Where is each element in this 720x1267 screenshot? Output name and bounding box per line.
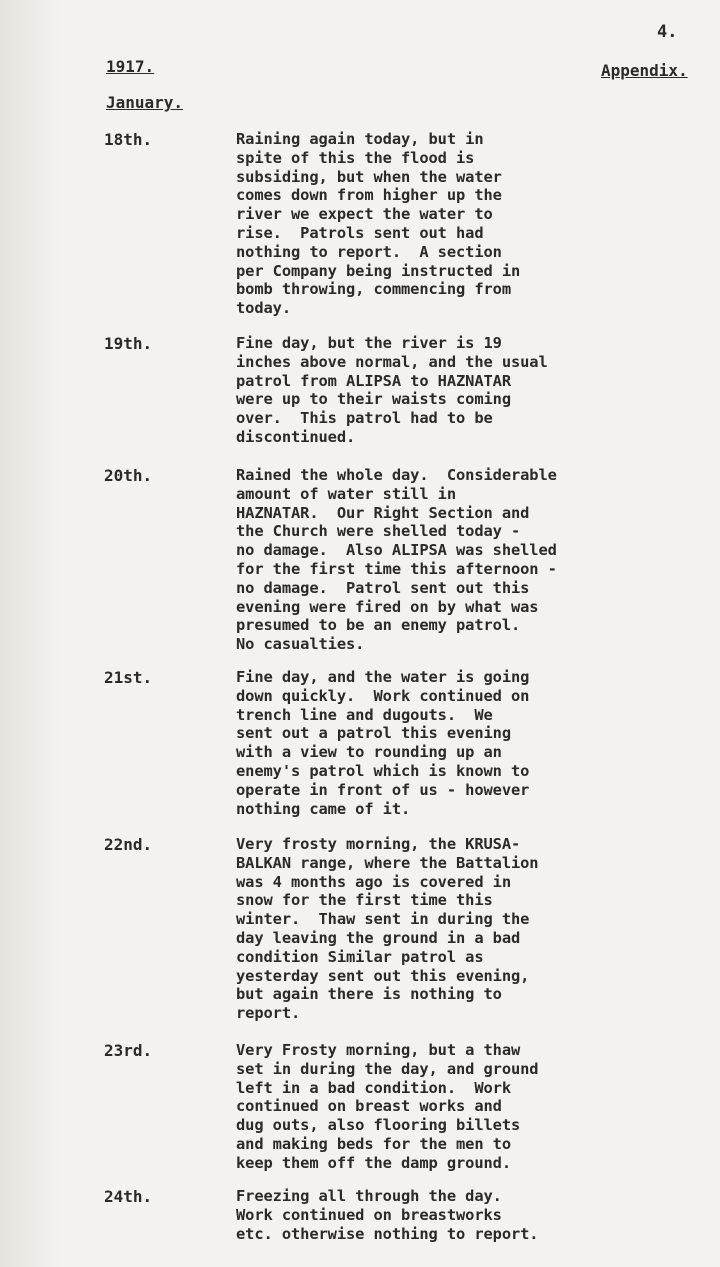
entry-text-line: evening were fired on by what was: [236, 597, 539, 616]
entry-date: 19th.: [104, 334, 153, 353]
entry-text-line: yesterday sent out this evening,: [236, 966, 530, 985]
entry-date: 18th.: [104, 130, 153, 149]
entry-text-line: spite of this the flood is: [236, 148, 475, 167]
entry-text-line: Fine day, but the river is 19: [236, 334, 502, 352]
entry-text-line: left in a bad condition. Work: [236, 1078, 511, 1097]
entry-text-line: nothing came of it.: [236, 799, 411, 818]
entry-text-line: no damage. Also ALIPSA was shelled: [236, 541, 557, 560]
entry-text-line: winter. Thaw sent in during the: [236, 910, 530, 929]
appendix-heading: Appendix.: [601, 61, 688, 80]
entry-text-line: Fine day, and the water is going: [236, 668, 530, 686]
page-edge-shadow: [0, 0, 60, 1267]
entry-text-line: per Company being instructed in: [236, 261, 521, 280]
entry-text-line: sent out a patrol this evening: [236, 724, 511, 743]
entry-text: [236, 130, 706, 318]
entry-text-line: rise. Patrols sent out had: [236, 223, 484, 242]
entry-text-line: was 4 months ago is covered in: [236, 872, 511, 891]
entry-text-line: comes down from higher up the: [236, 186, 502, 205]
entry-text-line: set in during the day, and ground: [236, 1059, 539, 1078]
entry-text-line: trench line and dugouts. We: [236, 705, 493, 724]
entry-text: [236, 835, 706, 1023]
entry-text-line: bomb throwing, commencing from: [236, 280, 511, 299]
entry-text-line: with a view to rounding up an: [236, 743, 502, 762]
entry-text-line: no damage. Patrol sent out this: [236, 578, 530, 597]
entry-date: 24th.: [104, 1187, 153, 1206]
entry-text-line: keep them off the damp ground.: [236, 1153, 511, 1172]
entry-text-line: down quickly. Work continued on: [236, 686, 530, 705]
entry-date: 23rd.: [104, 1041, 153, 1060]
entry-text-line: day leaving the ground in a bad: [236, 928, 521, 947]
entry-text-line: and making beds for the men to: [236, 1134, 511, 1153]
entry-text-line: today.: [236, 299, 291, 318]
entry-date: 21st.: [104, 668, 153, 687]
entry-text-line: river we expect the water to: [236, 205, 493, 224]
entry-text-line: Very Frosty morning, but a thaw: [236, 1041, 521, 1059]
entry-date: 22nd.: [104, 835, 153, 854]
entry-text-line: for the first time this afternoon -: [236, 559, 557, 578]
entry-text: [236, 1041, 706, 1173]
entry-text: [236, 668, 706, 818]
entry-text: [236, 334, 706, 447]
entry-text-line: Work continued on breastworks: [236, 1205, 502, 1224]
entry-text-line: operate in front of us - however: [236, 780, 530, 799]
entry-text-line: but again there is nothing to: [236, 985, 502, 1004]
entry-text-line: presumed to be an enemy patrol.: [236, 616, 521, 635]
entry-text-line: etc. otherwise nothing to report.: [236, 1224, 539, 1243]
entry-text-line: over. This patrol had to be: [236, 409, 493, 428]
page-number: 4.: [657, 22, 678, 42]
entry-date: 20th.: [104, 466, 153, 485]
entry-text-line: report.: [236, 1004, 301, 1023]
entry-text: [236, 1187, 706, 1243]
entry-text-line: snow for the first time this: [236, 891, 493, 910]
entry-text: [236, 466, 706, 654]
entry-text-line: BALKAN range, where the Battalion: [236, 853, 539, 872]
entry-text-line: discontinued.: [236, 427, 356, 446]
entry-text-line: enemy's patrol which is known to: [236, 761, 530, 780]
entry-text-line: No casualties.: [236, 635, 365, 654]
entry-text-line: patrol from ALIPSA to HAZNATAR: [236, 371, 511, 390]
entry-text-line: inches above normal, and the usual: [236, 352, 548, 371]
entry-text-line: Raining again today, but in: [236, 130, 484, 148]
year-heading: 1917.: [106, 57, 155, 76]
month-heading: January.: [106, 93, 184, 112]
entry-text-line: continued on breast works and: [236, 1097, 502, 1116]
entry-text-line: HAZNATAR. Our Right Section and: [236, 503, 530, 522]
entry-text-line: subsiding, but when the water: [236, 167, 502, 186]
entry-text-line: Rained the whole day. Considerable: [236, 466, 557, 484]
entry-text-line: condition Similar patrol as: [236, 947, 484, 966]
entry-text-line: dug outs, also flooring billets: [236, 1116, 521, 1135]
entry-text-line: Very frosty morning, the KRUSA-: [236, 835, 521, 853]
entry-text-line: were up to their waists coming: [236, 390, 511, 409]
entry-text-line: Freezing all through the day.: [236, 1187, 502, 1205]
entry-text-line: the Church were shelled today -: [236, 522, 521, 541]
entry-text-line: nothing to report. A section: [236, 242, 502, 261]
entry-text-line: amount of water still in: [236, 484, 456, 503]
